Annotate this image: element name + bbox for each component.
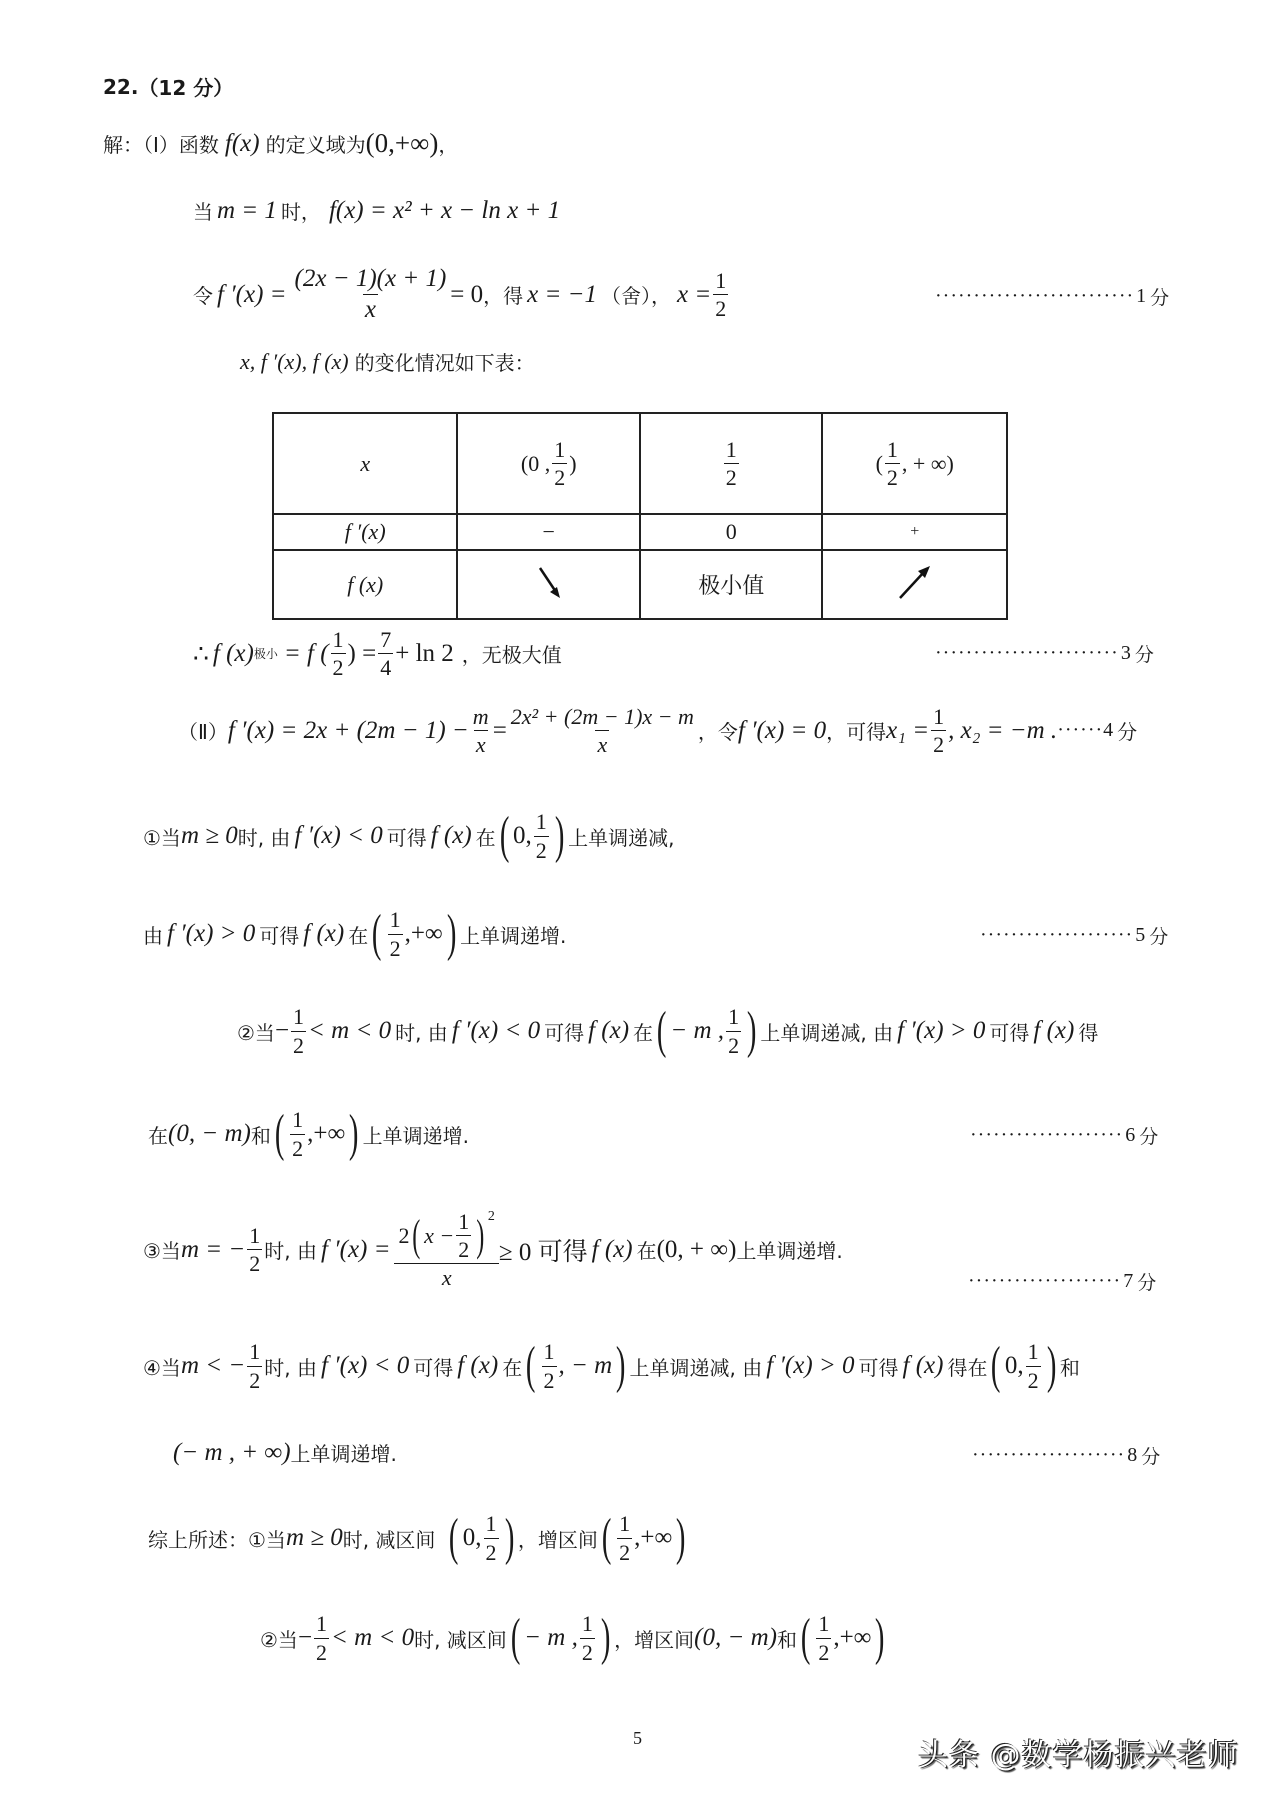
score-marker-8 — [972, 1442, 1160, 1469]
fraction-denominator: 2 — [293, 1032, 305, 1058]
case-marker: ③当 — [143, 1239, 181, 1264]
paren-close: ) — [676, 1509, 686, 1566]
fraction-denominator: 2 — [619, 1539, 631, 1565]
case1-line2 — [143, 905, 567, 962]
case2-line2 — [148, 1105, 470, 1162]
inequality: f ′(x) < 0 — [294, 822, 383, 849]
text: 上单调递减, — [568, 825, 675, 850]
nonneg-text: ≥ 0 可得 — [498, 1238, 588, 1266]
text: 在 — [633, 1020, 654, 1045]
fraction-numerator: 1 — [249, 1223, 261, 1249]
part1-intro — [103, 128, 458, 159]
function-name: f (x) — [591, 1235, 633, 1263]
case-marker: ①当 — [143, 825, 181, 850]
condition: m ≥ 0 — [285, 1524, 343, 1551]
paren-open: ( — [510, 1609, 521, 1666]
fraction-numerator: 1 — [535, 809, 547, 835]
interval-fraction — [484, 1512, 499, 1563]
condition: m = − — [180, 1235, 246, 1263]
text: 可得 — [989, 1020, 1030, 1045]
table-header-critical: $\frac{1}{2}$ — [640, 413, 822, 514]
text: 上单调递增. — [460, 923, 567, 948]
text: 上单调递增. — [362, 1123, 470, 1148]
increasing-cell — [822, 550, 1007, 619]
inner-expr: x − — [424, 1223, 455, 1249]
paren-open: ( — [526, 1337, 536, 1394]
condition-fraction — [247, 1340, 262, 1391]
score-points: 5 — [1135, 924, 1146, 946]
table-header-interval-left: (0 , $\frac{1}{2}$ ) — [457, 413, 640, 514]
interval-end: ,+∞ — [307, 1120, 346, 1147]
root-2-fraction — [713, 269, 728, 320]
page-number: 5 — [633, 1728, 642, 1748]
paren-open: ( — [372, 905, 382, 962]
paren-open: ( — [991, 1337, 1001, 1394]
derivative-sign-right: + — [822, 514, 1007, 550]
interval-fraction — [580, 1612, 595, 1663]
inequality: f ′(x) > 0 — [897, 1017, 986, 1044]
case3-line — [143, 1210, 843, 1289]
fraction-denominator: x — [394, 1263, 498, 1289]
text: 在 — [475, 825, 496, 850]
text: 在 — [636, 1239, 657, 1264]
paren-open: ( — [601, 1509, 612, 1566]
text: 由 — [143, 923, 163, 948]
fraction-numerator: 1 — [292, 1107, 304, 1133]
paren-close: ) — [746, 1002, 757, 1059]
text: 和 — [1059, 1355, 1080, 1380]
root-x1-fraction — [931, 705, 946, 756]
m-over-x-fraction — [471, 705, 491, 756]
interval: (0, − m) — [694, 1624, 777, 1651]
fraction-denominator: x — [475, 732, 486, 758]
interval-start: 0, — [462, 1524, 482, 1551]
variation-table — [272, 412, 1008, 620]
score-marker-5 — [980, 922, 1168, 949]
fraction-numerator: 7 — [380, 627, 392, 652]
condition-fraction — [314, 1612, 329, 1663]
case-m-equals-1 — [193, 196, 560, 225]
fraction-denominator: 2 — [728, 1032, 740, 1058]
fraction-numerator: (2x − 1)(x + 1) — [294, 265, 447, 292]
condition: < m < 0 — [331, 1624, 415, 1651]
minus-sign: − — [297, 1624, 313, 1651]
interval: (0, + ∞) — [656, 1235, 737, 1263]
leader-dots: ···················· — [968, 1270, 1122, 1292]
fraction-denominator: 2 — [535, 837, 547, 863]
fraction-denominator: 4 — [380, 655, 392, 681]
fraction-denominator: x — [597, 732, 608, 758]
leader-dots: ························ — [935, 642, 1119, 664]
interval-start: − m , — [670, 1017, 725, 1044]
text: 时, 由 — [264, 1239, 317, 1264]
problem-points: （12 分） — [138, 76, 234, 100]
root-x1: x₁ = — [886, 716, 930, 744]
local-min-subscript: 极小 — [253, 647, 278, 662]
score-points: 4 — [1103, 719, 1114, 742]
text: 上单调递增. — [290, 1442, 397, 1466]
inner-fraction — [456, 1210, 471, 1261]
fraction-numerator: 1 — [1027, 1339, 1039, 1365]
conclusion-lhs: f (x) — [212, 639, 254, 667]
summary-line1 — [148, 1509, 690, 1566]
text: 上单调递减, 由 — [629, 1355, 763, 1380]
paren-close: ) — [600, 1609, 611, 1666]
when-text: 时， — [280, 200, 321, 224]
case4-line1 — [143, 1337, 1080, 1394]
fraction-denominator: 2 — [292, 1135, 304, 1161]
table-header-row — [273, 413, 1007, 514]
reject-text: （舍）， — [600, 284, 671, 309]
fraction-numerator: 2x² + (2m − 1)x − m — [510, 704, 694, 729]
fraction-denominator: 2 — [389, 935, 401, 961]
no-max-text: ，无极大值 — [461, 643, 562, 668]
table-caption — [240, 347, 535, 376]
case-marker: ④当 — [143, 1355, 181, 1380]
interval-fraction — [388, 908, 403, 959]
fraction-denominator: 2 — [485, 1539, 497, 1565]
text: 上单调递增. — [736, 1239, 843, 1264]
text: 时, 由 — [237, 825, 291, 850]
when-label: 当 — [193, 200, 213, 224]
fraction-denominator: 2 — [818, 1639, 830, 1665]
combined-fraction — [509, 705, 696, 756]
fraction-numerator: 1 — [249, 1339, 261, 1365]
derivative-zero-line — [193, 266, 730, 324]
text: 可得 — [544, 1020, 585, 1045]
paren-open: ( — [274, 1105, 285, 1162]
table-row — [273, 514, 1007, 550]
paren-open: ( — [656, 1002, 667, 1059]
table-header-interval-right: ( $\frac{1}{2}$ , + ∞) — [822, 413, 1007, 514]
condition: < m < 0 — [308, 1017, 392, 1044]
text: 时, 减区间 — [414, 1627, 507, 1652]
paren-close: ) — [446, 905, 457, 962]
text: 得 — [1078, 1020, 1099, 1045]
condition: m ≥ 0 — [180, 822, 238, 849]
fraction-numerator: 1 — [728, 1004, 740, 1030]
function-name: f (x) — [1033, 1017, 1075, 1044]
increasing-arrow-icon — [890, 562, 940, 602]
row-label-derivative: f ′(x) — [273, 514, 457, 550]
score-unit: 分 — [1141, 1446, 1161, 1468]
problem-number: 22. — [103, 74, 139, 99]
part2-derivative — [178, 705, 1137, 756]
derivative-zero: f ′(x) = 0 — [737, 716, 827, 744]
text: 可得 — [413, 1355, 454, 1380]
root-2-lhs: x = — [676, 280, 712, 308]
table-header-x: x — [273, 413, 457, 514]
score-unit: 分 — [1117, 720, 1138, 745]
interval-fraction — [1026, 1340, 1041, 1391]
interval-fraction — [726, 1005, 741, 1056]
root-1: x = −1 — [527, 280, 597, 308]
fraction-denominator: 2 — [933, 732, 945, 758]
score-points: 3 — [1120, 642, 1131, 664]
inequality: f ′(x) > 0 — [766, 1352, 855, 1379]
interval: (− m , + ∞) — [173, 1438, 291, 1466]
equals-zero: = 0 — [450, 280, 484, 308]
value-tail: + ln 2 — [395, 639, 454, 667]
paren-close: ) — [349, 1105, 359, 1162]
eval-arg-fraction — [331, 628, 346, 679]
domain-text: 的定义域为 — [265, 133, 366, 157]
text: 得在 — [947, 1355, 988, 1380]
fraction-numerator: 1 — [293, 1004, 305, 1030]
function-formula: f(x) = x² + x − ln x + 1 — [328, 196, 561, 224]
summary-lead: 综上所述：①当 — [148, 1527, 286, 1552]
fraction-denominator: 2 — [249, 1251, 261, 1277]
interval-end: ,+∞ — [404, 920, 443, 947]
get-text: ，得 — [483, 284, 524, 309]
text: 时, 由 — [395, 1020, 448, 1045]
case4-line2 — [173, 1438, 397, 1467]
interval-start: 0, — [1004, 1352, 1024, 1379]
problem-header — [103, 72, 233, 101]
fraction-numerator: 1 — [316, 1611, 328, 1637]
score-marker-7 — [968, 1268, 1156, 1295]
coefficient: 2 — [398, 1223, 410, 1249]
derivative-lhs: f ′(x) = — [217, 280, 287, 308]
inequality: f ′(x) > 0 — [167, 920, 256, 947]
fraction-numerator: 1 — [581, 1611, 593, 1637]
minus-sign: − — [274, 1017, 290, 1044]
fraction-numerator: 1 — [619, 1511, 631, 1537]
function-name: f (x) — [303, 920, 345, 947]
interval-fraction — [534, 810, 549, 861]
fraction-numerator: 1 — [715, 268, 727, 294]
text: 在 — [148, 1123, 168, 1148]
function-name: f (x) — [430, 822, 472, 849]
text: 在 — [502, 1355, 523, 1380]
leader-dots: ······ — [1057, 719, 1104, 742]
interval-end: ,+∞ — [634, 1524, 673, 1551]
score-points: 8 — [1127, 1444, 1138, 1466]
fraction-denominator: 2 — [1027, 1367, 1039, 1393]
score-unit: 分 — [1137, 1272, 1157, 1294]
let-label: 令 — [193, 284, 213, 309]
equals: = — [492, 716, 507, 744]
part2-label: （Ⅱ） — [178, 720, 228, 745]
function-name: f (x) — [588, 1017, 630, 1044]
interval: (0, − m) — [168, 1120, 251, 1147]
row-label-function: f (x) — [273, 550, 457, 619]
interval-start: 0, — [513, 822, 532, 849]
function-name: f(x) — [224, 129, 260, 157]
fraction-numerator: 1 — [458, 1209, 470, 1234]
punct: ， — [438, 133, 459, 157]
paren-open: ( — [412, 1210, 421, 1260]
function-name: f (x) — [902, 1352, 944, 1379]
function-name: f (x) — [457, 1352, 499, 1379]
leader-dots: ···················· — [980, 924, 1134, 946]
text: 可得 — [858, 1355, 899, 1380]
score-unit: 分 — [1150, 287, 1170, 309]
fraction-denominator: 2 — [581, 1639, 593, 1665]
leader-dots: ···················· — [970, 1124, 1124, 1146]
fraction-denominator: x — [364, 296, 376, 324]
summary-line2 — [260, 1609, 889, 1666]
leader-dots: ···················· — [972, 1444, 1126, 1466]
local-min-label: 极小值 — [640, 550, 822, 619]
caption-vars: x, f ′(x), f (x) — [240, 348, 349, 374]
fraction-numerator: m — [472, 704, 489, 729]
text: 上单调递减, 由 — [760, 1020, 894, 1045]
decreasing-arrow-icon — [524, 562, 574, 602]
text: 时, 由 — [264, 1355, 317, 1380]
interval-fraction — [816, 1612, 831, 1663]
leader-dots: ·························· — [935, 285, 1135, 307]
root-x2: , x₂ = −m . — [948, 716, 1058, 744]
fraction-denominator: 2 — [332, 655, 344, 681]
text: ，增区间 — [614, 1627, 695, 1652]
score-unit: 分 — [1139, 1126, 1159, 1148]
paren-close: ) — [616, 1337, 626, 1394]
score-marker-3 — [935, 640, 1154, 667]
condition-fraction — [247, 1224, 262, 1275]
paren-close: ) — [1046, 1337, 1056, 1394]
text: ，增区间 — [517, 1527, 598, 1552]
score-marker-1 — [935, 283, 1169, 310]
fraction-numerator: 1 — [933, 704, 945, 729]
interval-fraction — [542, 1340, 557, 1391]
derivative-expansion: f ′(x) = 2x + (2m − 1) − — [227, 716, 469, 744]
interval-fraction — [290, 1108, 305, 1159]
case1-line1 — [143, 807, 675, 864]
score-unit: 分 — [1134, 644, 1154, 666]
fraction-numerator: 1 — [818, 1611, 830, 1637]
inequality: f ′(x) < 0 — [451, 1017, 541, 1044]
caption-text: 的变化情况如下表： — [354, 351, 535, 375]
domain-value: (0,+∞) — [365, 128, 439, 158]
interval-end: ,+∞ — [833, 1624, 872, 1651]
square-fraction — [396, 1210, 496, 1289]
value-fraction — [378, 628, 393, 679]
paren-close: ) — [504, 1509, 514, 1566]
paren-close: ) — [476, 1210, 485, 1260]
derivative-value-critical: 0 — [640, 514, 822, 550]
decreasing-cell — [457, 550, 640, 619]
score-points: 1 — [1136, 285, 1147, 307]
fraction-denominator: 2 — [543, 1367, 555, 1393]
condition: m < − — [180, 1352, 246, 1379]
fraction-numerator: 1 — [485, 1511, 497, 1537]
interval-start: − m , — [524, 1624, 578, 1651]
fraction-numerator: 1 — [543, 1339, 555, 1365]
text: 时, 减区间 — [342, 1527, 436, 1552]
interval-fraction — [617, 1512, 632, 1563]
fraction-denominator: 2 — [249, 1367, 261, 1393]
fraction-numerator: 1 — [389, 907, 401, 933]
score-points: 7 — [1123, 1270, 1134, 1292]
paren-open: ( — [499, 807, 510, 864]
table-row — [273, 550, 1007, 619]
text: 和 — [776, 1627, 797, 1652]
exponent: 2 — [487, 1209, 495, 1224]
interval-end: , − m — [558, 1352, 613, 1379]
condition-fraction — [291, 1005, 306, 1056]
eval-open: = f ( — [283, 639, 329, 667]
text: 在 — [348, 923, 369, 948]
derivative-lhs: f ′(x) = — [320, 1235, 391, 1263]
paren-open: ( — [449, 1509, 459, 1566]
watermark: 头条 @数学杨振兴老师 — [918, 1738, 1239, 1773]
inequality: f ′(x) < 0 — [320, 1352, 410, 1379]
fraction-numerator: 1 — [332, 627, 344, 652]
fraction-numerator — [396, 1210, 496, 1263]
derivative-fraction — [293, 266, 449, 324]
text: 可得 — [259, 923, 300, 948]
eval-close: ) = — [347, 639, 377, 667]
case2-line1 — [237, 1002, 1099, 1059]
text: 可得 — [386, 825, 427, 850]
let-text: ，令 — [697, 720, 738, 745]
therefore-symbol: ∴ — [193, 640, 209, 668]
case-marker: ②当 — [260, 1627, 298, 1652]
paren-open: ( — [800, 1609, 811, 1666]
paren-close: ) — [875, 1609, 885, 1666]
condition: m = 1 — [217, 196, 277, 224]
get-text: ，可得 — [826, 720, 887, 745]
fraction-denominator: 2 — [316, 1639, 328, 1665]
paren-close: ) — [554, 807, 565, 864]
derivative-sign-left: − — [457, 514, 640, 550]
score-marker-6 — [970, 1122, 1158, 1149]
score-points: 6 — [1125, 1124, 1136, 1146]
fraction-denominator: 2 — [715, 296, 727, 322]
score-unit: 分 — [1149, 926, 1169, 948]
text: 和 — [250, 1123, 271, 1148]
part1-label: 解：（Ⅰ）函数 — [103, 133, 219, 157]
fraction-denominator: 2 — [458, 1237, 470, 1263]
case-marker: ②当 — [237, 1020, 275, 1045]
local-min-conclusion — [193, 628, 562, 679]
